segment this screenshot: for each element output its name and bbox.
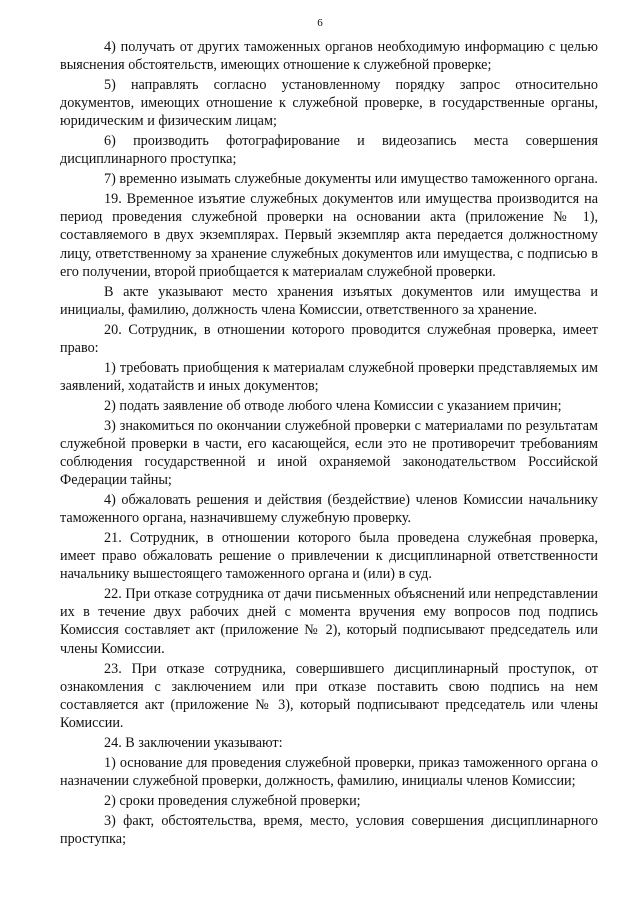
paragraph-clause-22: 22. При отказе сотрудника от дачи письменных объяснений или непредставлении их в течение двух рабочих дней с момента вручения ему вопросов под подпись Комиссия составляет акт (приложение № 2), который подписывают председатель или члены Комиссии. [60,586,598,657]
paragraph-clause-19-act: В акте указывают место хранения изъятых документов или имущества и инициалы, фамилию, должность члена Комиссии, ответственного за хранение. [60,283,598,318]
paragraph-item-5: 5) направлять согласно установленному порядку запрос относительно документов, имеющих отношение к служебной проверке, в государственные органы, юридическим и физическим лицам; [60,77,598,130]
paragraph-item-4: 4) получать от других таможенных органов необходимую информацию с целью выяснения обстоятельств, имеющих отношение к служебной проверке; [60,39,598,74]
document-body [60,38,598,848]
paragraph-right-4: 4) обжаловать решения и действия (бездействие) членов Комиссии начальнику таможенного органа, назначившему служебную проверку. [60,492,598,527]
paragraph-conclusion-1: 1) основание для проведения служебной проверки, приказ таможенного органа о назначении служебной проверки, должность, фамилию, инициалы членов Комиссии; [60,754,598,789]
paragraph-clause-24: 24. В заключении указывают: [104,734,283,751]
paragraph-clause-23: 23. При отказе сотрудника, совершившего дисциплинарный проступок, от ознакомления с заключением или при отказе поставить свою подпись на нем составляется акт (приложение № 3), который подписывают председатель или члены Комиссии. [60,660,598,731]
paragraph-right-3: 3) знакомиться по окончании служебной проверки с материалами по результатам служебной проверки в части, его касающейся, если это не противоречит требованиям соблюдения государственной и иной охраняемой законодательством Российской Федерации тайны; [60,417,598,489]
paragraph-clause-20: 20. Сотрудник, в отношении которого проводится служебная проверка, имеет право: [60,321,598,356]
paragraph-item-6: 6) производить фотографирование и видеозапись места совершения дисциплинарного проступка; [60,133,598,168]
paragraph-conclusion-3: 3) факт, обстоятельства, время, место, условия совершения дисциплинарного проступка; [60,812,598,847]
page-number: 6 [317,17,323,29]
paragraph-clause-21: 21. Сотрудник, в отношении которого была проведена служебная проверка, имеет право обжаловать решение о привлечении к дисциплинарной ответственности начальнику вышестоящего таможенного органа и (или) в суд. [60,530,598,583]
paragraph-right-1: 1) требовать приобщения к материалам служебной проверки представляемых им заявлений, ходатайств и иных документов; [60,359,598,394]
paragraph-conclusion-2: 2) сроки проведения служебной проверки; [104,792,361,809]
paragraph-clause-19: 19. Временное изъятие служебных документов или имущества производится на период проведения служебной проверки на основании акта (приложение № 1), составляемого в двух экземплярах. Первый экземпляр акта передается должностному лицу, ответственному за хранение служебных документов или имущества, с подписью в его получении, второй приобщается к материалам служебной проверки. [60,191,598,280]
paragraph-item-7: 7) временно изымать служебные документы или имущество таможенного органа. [104,171,598,188]
paragraph-right-2: 2) подать заявление об отводе любого члена Комиссии с указанием причин; [104,397,562,414]
